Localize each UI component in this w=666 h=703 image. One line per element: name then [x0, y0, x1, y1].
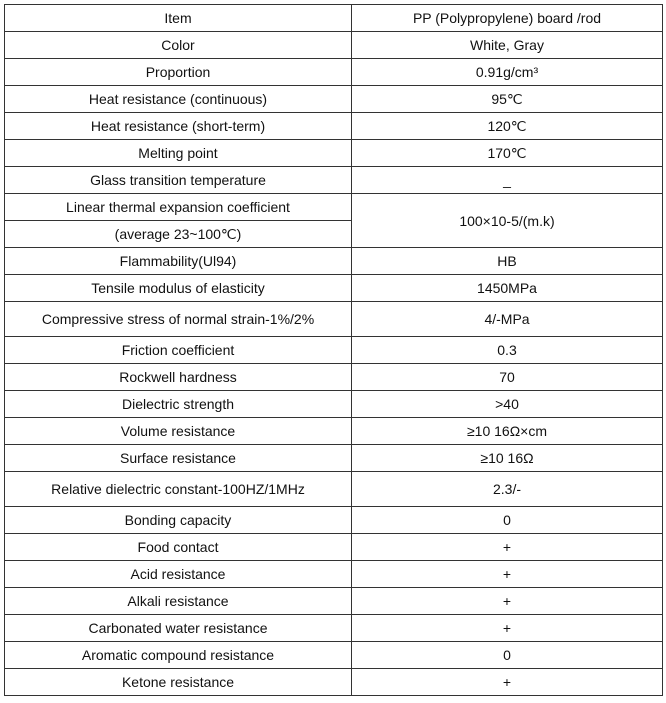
property-cell: Compressive stress of normal strain-1%/2%	[5, 302, 352, 337]
property-cell: Proportion	[5, 59, 352, 86]
property-cell: Food contact	[5, 534, 352, 561]
property-cell: Tensile modulus of elasticity	[5, 275, 352, 302]
value-cell: _	[352, 167, 663, 194]
table-row	[5, 364, 663, 391]
property-cell: Rockwell hardness	[5, 364, 352, 391]
value-cell: 0	[352, 507, 663, 534]
property-cell: Alkali resistance	[5, 588, 352, 615]
property-cell: Melting point	[5, 140, 352, 167]
table-row	[5, 507, 663, 534]
value-cell: +	[352, 588, 663, 615]
value-cell: 0.3	[352, 337, 663, 364]
property-cell: Dielectric strength	[5, 391, 352, 418]
table-header-row	[5, 5, 663, 32]
table-row	[5, 302, 663, 337]
property-cell-line1: Linear thermal expansion coefficient	[5, 194, 352, 221]
table-row	[5, 32, 663, 59]
table-row	[5, 418, 663, 445]
property-cell: Heat resistance (continuous)	[5, 86, 352, 113]
value-cell: +	[352, 534, 663, 561]
table-row	[5, 445, 663, 472]
value-cell: 120℃	[352, 113, 663, 140]
pp-properties-table	[4, 4, 663, 696]
value-cell: HB	[352, 248, 663, 275]
value-cell: 1450MPa	[352, 275, 663, 302]
property-cell-line2: (average 23~100℃)	[5, 221, 352, 248]
table-row	[5, 59, 663, 86]
property-cell: Ketone resistance	[5, 669, 352, 696]
table-row	[5, 113, 663, 140]
value-cell: 4/-MPa	[352, 302, 663, 337]
property-cell: Color	[5, 32, 352, 59]
table-row	[5, 561, 663, 588]
table-row	[5, 86, 663, 113]
table-row	[5, 472, 663, 507]
value-cell: 70	[352, 364, 663, 391]
table-row	[5, 588, 663, 615]
table-row	[5, 248, 663, 275]
value-cell: 2.3/-	[352, 472, 663, 507]
value-cell: >40	[352, 391, 663, 418]
property-cell: Flammability(Ul94)	[5, 248, 352, 275]
table-row	[5, 642, 663, 669]
table-row	[5, 337, 663, 364]
value-cell: +	[352, 615, 663, 642]
property-cell: Carbonated water resistance	[5, 615, 352, 642]
header-product: PP (Polypropylene) board /rod	[352, 5, 663, 32]
value-cell: +	[352, 669, 663, 696]
value-cell: 170℃	[352, 140, 663, 167]
value-cell: 95℃	[352, 86, 663, 113]
value-cell: 0.91g/cm³	[352, 59, 663, 86]
header-item: Item	[5, 5, 352, 32]
value-cell: ≥10 16Ω×cm	[352, 418, 663, 445]
table-row	[5, 534, 663, 561]
table-row	[5, 615, 663, 642]
property-cell: Acid resistance	[5, 561, 352, 588]
value-cell: 0	[352, 642, 663, 669]
value-cell: White, Gray	[352, 32, 663, 59]
value-cell: +	[352, 561, 663, 588]
value-cell: ≥10 16Ω	[352, 445, 663, 472]
table-row	[5, 669, 663, 696]
property-cell: Bonding capacity	[5, 507, 352, 534]
table-row	[5, 167, 663, 194]
value-cell: 100×10-5/(m.k)	[352, 194, 663, 248]
property-cell: Friction coefficient	[5, 337, 352, 364]
property-cell: Aromatic compound resistance	[5, 642, 352, 669]
table-row	[5, 275, 663, 302]
property-cell: Heat resistance (short-term)	[5, 113, 352, 140]
property-cell: Volume resistance	[5, 418, 352, 445]
property-cell: Surface resistance	[5, 445, 352, 472]
table-row	[5, 140, 663, 167]
property-cell: Glass transition temperature	[5, 167, 352, 194]
property-cell: Relative dielectric constant-100HZ/1MHz	[5, 472, 352, 507]
table-row	[5, 391, 663, 418]
table-row	[5, 194, 663, 221]
